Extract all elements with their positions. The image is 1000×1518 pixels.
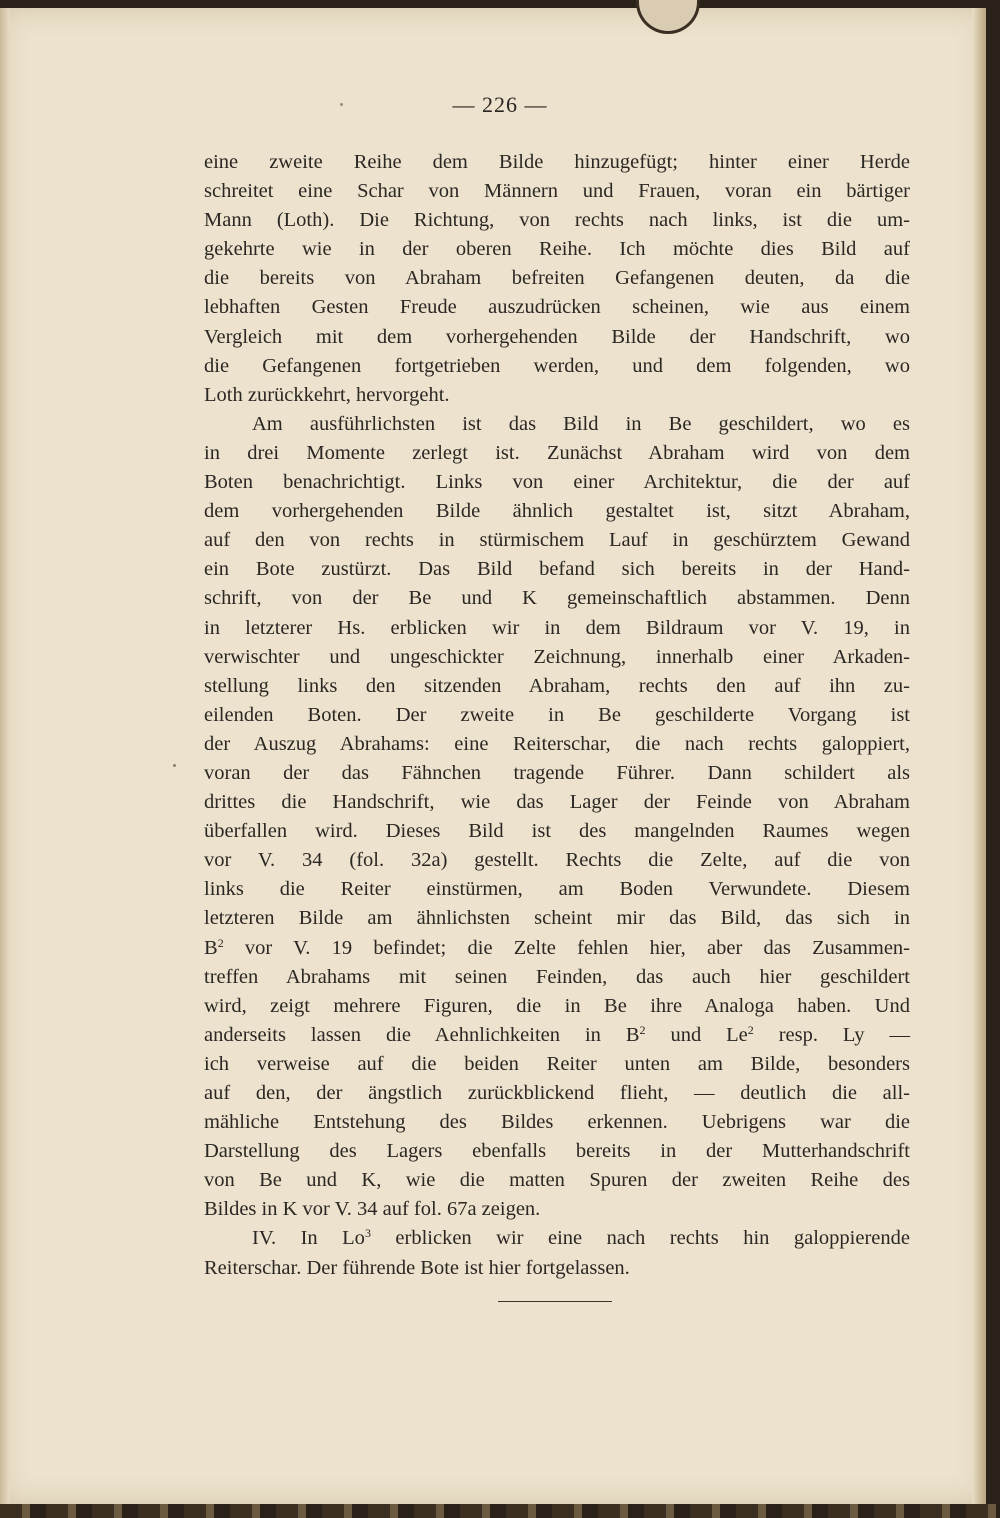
text-line: schrift, von der Be und K gemeinschaftlich abstammen. Denn	[204, 587, 910, 610]
text-line: wird, zeigt mehrere Figuren, die in Be ihre Analoga haben. Und	[204, 994, 910, 1017]
text-line: $B^2$ vor V. 19 befindet; die Zelte fehlen hier, aber das Zusammen-	[204, 935, 910, 959]
text-line: verwischter und ungeschickter Zeichnung, innerhalb einer Arkaden-	[204, 645, 910, 668]
text-line: drittes die Handschrift, wie das Lager der Feinde von Abraham	[204, 791, 910, 814]
text-line: Am ausführlichsten ist das Bild in Be geschildert, wo es	[252, 412, 910, 435]
body-text	[204, 148, 910, 1283]
page-edge-left	[0, 8, 10, 1504]
text-line: lebhaften Gesten Freude auszudrücken scheinen, wie aus einem	[204, 296, 910, 319]
text-line: links die Reiter einstürmen, am Boden Verwundete. Diesem	[204, 878, 910, 901]
text-line: auf den, der ängstlich zurückblickend flieht, — deutlich die all-	[204, 1082, 910, 1104]
page-number: — 226 —	[452, 92, 548, 117]
text-line: letzteren Bilde am ähnlichsten scheint mir das Bild, das sich in	[204, 907, 910, 930]
superscript: 2	[747, 1022, 754, 1037]
text-line: treffen Abrahams mit seinen Feinden, das auch hier geschildert	[204, 965, 910, 988]
text-line: gekehrte wie in der oberen Reihe. Ich möchte dies Bild auf	[204, 238, 910, 261]
text-line: der Auszug Abrahams: eine Reiterschar, die nach rechts galoppiert,	[204, 732, 910, 755]
text-line: Boten benachrichtigt. Links von einer Architektur, die der auf	[204, 471, 910, 494]
text-line: voran der das Fähnchen tragende Führer. Dann schildert als	[204, 761, 910, 784]
text-line: Bildes in K vor V. 34 auf fol. 67a zeigen.	[204, 1198, 541, 1221]
text-line: Loth zurückkehrt, hervorgeht.	[204, 383, 450, 406]
text-line: die bereits von Abraham befreiten Gefangenen deuten, da die	[204, 267, 910, 290]
superscript: 2	[639, 1022, 646, 1037]
text-line: von Be und K, wie die matten Spuren der zweiten Reihe des	[204, 1169, 910, 1192]
text-line: Darstellung des Lagers ebenfalls bereits in der Mutterhandschrift	[204, 1140, 910, 1163]
text-line: eine zweite Reihe dem Bilde hinzugefügt; hinter einer Herde	[204, 151, 910, 173]
text-line: Mann (Loth). Die Richtung, von rechts nach links, ist die um-	[204, 209, 910, 232]
superscript: 2	[217, 935, 224, 950]
text-line: in drei Momente zerlegt ist. Zunächst Abraham wird von dem	[204, 441, 910, 464]
text-line: überfallen wird. Dieses Bild ist des mangelnden Raumes wegen	[204, 820, 910, 843]
text-line: Vergleich mit dem vorhergehenden Bilde der Handschrift, wo	[204, 325, 910, 348]
text-line: ich verweise auf die beiden Reiter unten am Bilde, besonders	[204, 1052, 910, 1075]
text-line: in letzterer Hs. erblicken wir in dem Bildraum vor V. 19, in	[204, 616, 910, 639]
superscript: 3	[364, 1226, 371, 1241]
text-line: mähliche Entstehung des Bildes erkennen. Uebrigens war die	[204, 1111, 910, 1134]
text-line: vor V. 34 (fol. 32a) gestellt. Rechts die Zelte, auf die von	[204, 849, 910, 872]
text-line: IV. In Lo$^3$ erblicken wir eine nach rechts hin galoppierende	[252, 1226, 910, 1250]
text-line: auf den von rechts in stürmischem Lauf in geschürztem Gewand	[204, 529, 910, 552]
text-line: schreitet eine Schar von Männern und Frauen, voran ein bärtiger	[204, 180, 910, 203]
text-line: stellung links den sitzenden Abraham, rechts den auf ihn zu-	[204, 674, 910, 697]
text-line: eilenden Boten. Der zweite in Be geschilderte Vorgang ist	[204, 703, 910, 726]
section-divider	[498, 1301, 612, 1302]
text-line: anderseits lassen die Aehnlichkeiten in $B^2$ und Le$^2$ resp. Ly —	[204, 1022, 910, 1046]
page-edge-right	[972, 8, 986, 1504]
text-line: dem vorhergehenden Bilde ähnlich gestaltet ist, sitzt Abraham,	[204, 500, 910, 523]
paper-speck	[173, 764, 176, 767]
book-binding-edge	[0, 1504, 1000, 1518]
text-line: Reiterschar. Der führende Bote ist hier fortgelassen.	[204, 1256, 630, 1279]
text-line: die Gefangenen fortgetrieben werden, und dem folgenden, wo	[204, 354, 910, 377]
text-line: ein Bote zustürzt. Das Bild befand sich bereits in der Hand-	[204, 558, 910, 581]
